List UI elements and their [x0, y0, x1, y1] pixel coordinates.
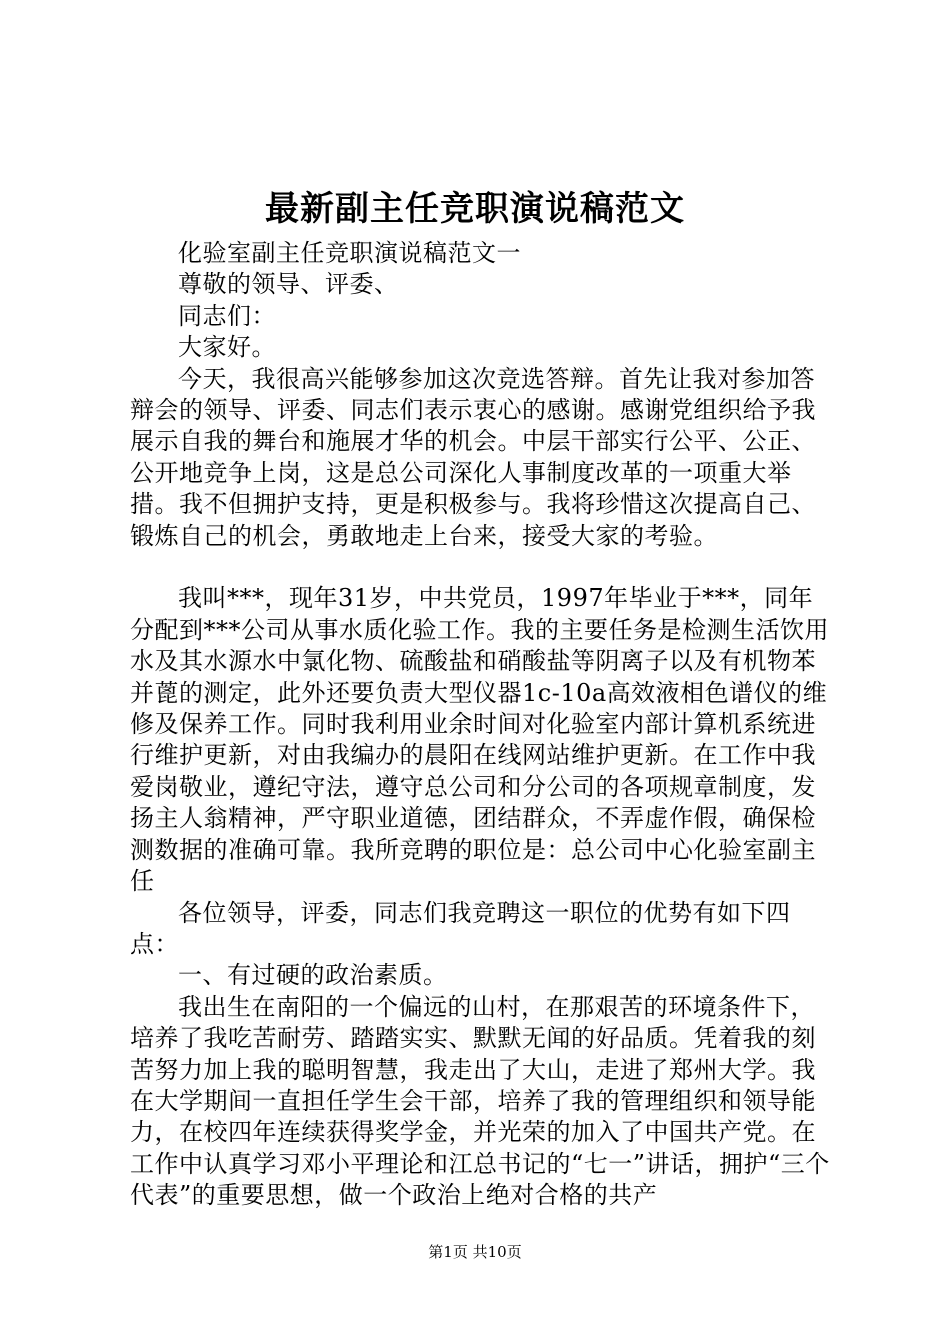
paragraph-intro: 今天，我很高兴能够参加这次竞选答辩。首先让我对参加答辩会的领导、评委、同志们表示衷心的感谢。感谢党组织给予我展示自我的舞台和施展才华的机会。中层干部实行公平、公正、公开地竞争上岗，这是总公司深化人事制度改革的一项重大举措。我不但拥护支持，更是积极参与。我将珍惜这次提高自己、锻炼自己的机会，勇敢地走上台来，接受大家的考验。 — [130, 364, 816, 550]
paragraph-background: 我出生在南阳的一个偏远的山村，在那艰苦的环境条件下，培养了我吃苦耐劳、踏踏实实、默默无闻的好品质。凭着我的刻苦努力加上我的聪明智慧，我走出了大山，走进了郑州大学。我在大学期间一直担任学生会干部，培养了我的管理组织和领导能力，在校四年连续获得奖学金，并光荣的加入了中国共产党。在工作中认真学习邓小平理论和江总书记的“七一”讲话，拥护“三个代表”的重要思想，做一个政治上绝对合格的共产 — [130, 992, 830, 1210]
blank-line — [130, 552, 830, 583]
document-title: 最新副主任竞职演说稿范文 — [265, 189, 685, 229]
paragraph-salutation-2: 同志们： — [178, 301, 276, 330]
paragraph-subtitle: 化验室副主任竞职演说稿范文一 — [178, 239, 521, 267]
paragraph-heading-1: 一、有过硬的政治素质。 — [178, 961, 448, 990]
paragraph-advantages: 各位领导，评委，同志们我竞聘这一职位的优势有如下四点： — [130, 898, 791, 958]
paragraph-greeting: 大家好。 — [178, 333, 276, 362]
document-body — [130, 238, 830, 1212]
paragraph-self-intro: 我叫***，现年31岁，中共党员，1997年毕业于***，同年分配到***公司从事水质化验工作。我的主要任务是检测生活饮用水及其水源水中氯化物、硫酸盐和硝酸盐等阴离子以及有机物苯并蓖的测定，此外还要负责大型仪器1c-10a高效液相色谱仪的维修及保养工作。同时我利用业余时间对化验室内部计算机系统进行维护更新，对由我编办的晨阳在线网站维护更新。在工作中我爱岗敬业，遵纪守法，遵守总公司和分公司的各项规章制度，发扬主人翁精神，严守职业道德，团结群众，不弄虚作假，确保检测数据的准确可靠。我所竞聘的职位是：总公司中心化验室副主任 — [130, 584, 829, 896]
page-footer: 第1页 共10页 — [428, 1243, 522, 1261]
paragraph-salutation: 尊敬的领导、评委、 — [178, 270, 399, 299]
